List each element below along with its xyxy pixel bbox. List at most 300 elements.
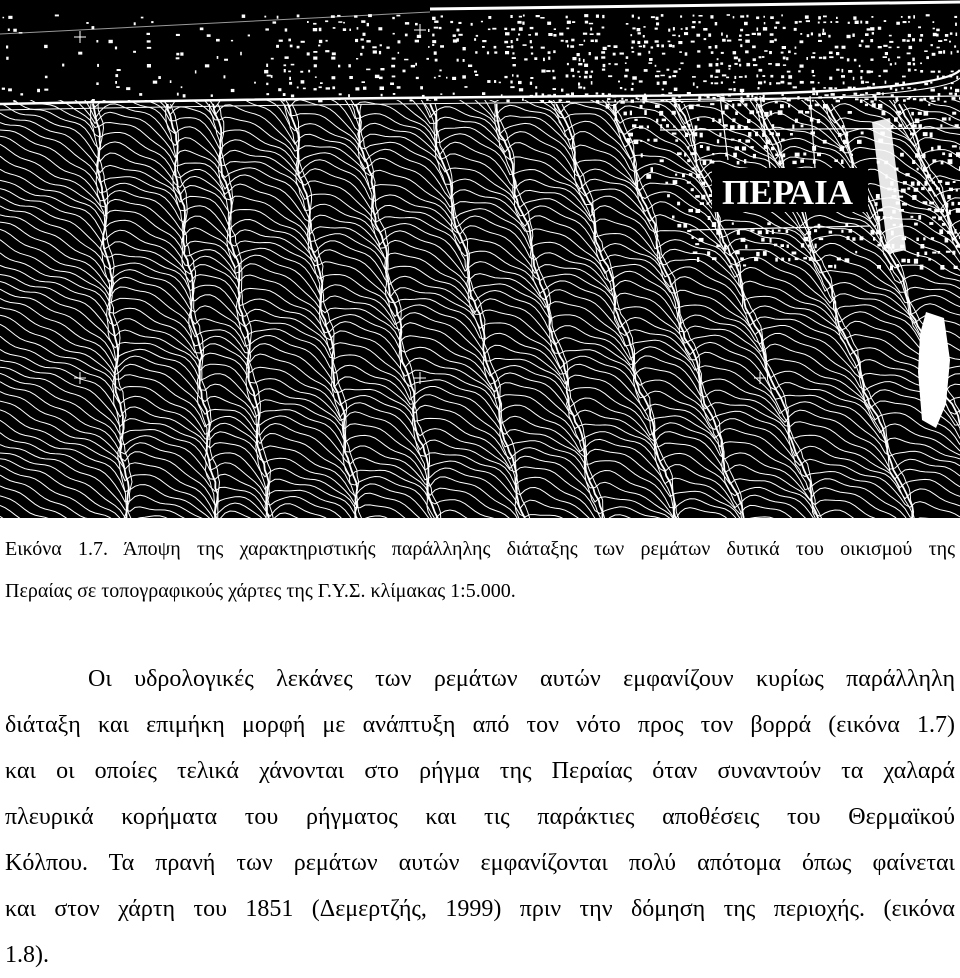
building-block: [788, 82, 792, 84]
building-block: [440, 93, 442, 95]
building-block: [712, 222, 716, 227]
building-block: [290, 45, 293, 48]
building-block: [776, 133, 780, 137]
building-block: [541, 70, 545, 73]
building-block: [663, 81, 667, 85]
building-block: [945, 203, 949, 208]
building-block: [687, 159, 690, 162]
building-block: [519, 88, 523, 91]
building-block: [889, 41, 893, 43]
building-block: [926, 56, 929, 59]
building-block: [901, 16, 903, 18]
building-block: [319, 86, 322, 88]
building-block: [703, 28, 707, 31]
building-block: [818, 34, 821, 37]
building-block: [873, 83, 875, 86]
building-block: [924, 252, 927, 256]
building-block: [577, 71, 579, 73]
building-block: [583, 87, 585, 90]
building-block: [631, 47, 633, 49]
building-block: [426, 99, 429, 101]
building-block: [583, 33, 587, 35]
building-block: [644, 69, 648, 72]
building-block: [930, 82, 932, 84]
building-block: [313, 51, 317, 53]
building-block: [668, 29, 670, 32]
building-block: [579, 58, 581, 62]
building-block: [745, 140, 750, 143]
building-block: [608, 75, 612, 77]
building-block: [657, 82, 660, 85]
building-block: [291, 95, 294, 98]
building-block: [438, 75, 440, 77]
building-block: [745, 75, 747, 78]
building-block: [207, 34, 211, 37]
building-block: [955, 89, 959, 92]
building-block: [672, 75, 676, 77]
building-block: [242, 15, 246, 18]
building-block: [716, 63, 719, 66]
building-block: [637, 41, 640, 44]
building-block: [320, 82, 323, 84]
building-block: [770, 132, 774, 135]
building-block: [78, 52, 82, 55]
building-block: [842, 125, 844, 128]
building-block: [739, 64, 741, 67]
building-block: [852, 34, 854, 37]
building-block: [606, 104, 609, 109]
building-block: [674, 88, 678, 91]
building-block: [276, 45, 279, 48]
building-block: [224, 75, 226, 78]
building-block: [952, 238, 955, 241]
building-block: [266, 64, 268, 67]
building-block: [916, 238, 919, 242]
building-block: [643, 35, 645, 38]
paragraph-line: διάταξη και επιμήκη μορφή με ανάπτυξη από τον νότο προς τον βορρά (εικόνα 1.7): [5, 712, 955, 738]
building-block: [432, 40, 436, 43]
building-block: [510, 15, 512, 18]
building-block: [950, 87, 952, 90]
building-block: [938, 180, 942, 183]
building-block: [852, 237, 855, 241]
building-block: [783, 27, 786, 29]
building-block: [955, 23, 957, 26]
building-block: [932, 252, 936, 254]
building-block: [746, 15, 748, 18]
building-block: [307, 52, 310, 55]
building-block: [942, 152, 945, 155]
building-block: [837, 257, 841, 260]
building-block: [710, 75, 713, 78]
building-block: [638, 32, 641, 34]
building-block: [949, 117, 951, 120]
building-block: [938, 71, 941, 73]
building-block: [535, 86, 537, 89]
building-block: [548, 33, 552, 36]
building-block: [927, 174, 931, 178]
building-block: [285, 28, 288, 31]
building-block: [403, 70, 406, 73]
building-block: [283, 93, 286, 96]
building-block: [457, 59, 459, 62]
building-block: [134, 22, 136, 25]
building-block: [267, 75, 271, 77]
building-block: [644, 110, 647, 115]
building-block: [696, 86, 698, 88]
building-block: [685, 52, 688, 55]
building-block: [745, 245, 747, 249]
caption-line: Περαίας σε τοπογραφικούς χάρτες της Γ.Υ.Σ. κλίμακας 1:5.000.: [5, 580, 516, 602]
building-block: [923, 98, 926, 101]
building-block: [756, 111, 759, 114]
building-block: [770, 238, 772, 243]
building-block: [518, 81, 522, 84]
building-block: [733, 81, 735, 83]
building-block: [859, 65, 861, 67]
building-block: [795, 119, 798, 123]
building-block: [772, 124, 775, 128]
building-block: [712, 118, 714, 122]
building-block: [632, 27, 635, 29]
building-block: [836, 100, 840, 103]
building-block: [638, 53, 642, 56]
building-block: [452, 77, 456, 80]
building-block: [687, 146, 689, 149]
building-block: [624, 112, 627, 116]
building-block: [692, 26, 696, 28]
building-block: [803, 153, 806, 156]
building-block: [589, 52, 591, 55]
building-block: [781, 258, 784, 262]
building-block: [475, 51, 477, 54]
building-block: [701, 182, 705, 185]
building-block: [855, 98, 859, 100]
paragraph-line: και οι οποίες τελικά χάνονται στο ρήγμα της Περαίας όταν συναντούν τα χαλαρά: [5, 758, 955, 784]
building-block: [756, 17, 759, 20]
building-block: [654, 139, 658, 142]
building-block: [937, 146, 940, 151]
building-block: [398, 52, 400, 54]
building-block: [875, 216, 880, 220]
building-block: [426, 58, 429, 60]
building-block: [620, 53, 624, 55]
building-block: [732, 104, 734, 108]
building-block: [554, 28, 556, 30]
building-block: [646, 174, 651, 179]
building-block: [841, 230, 843, 233]
building-block: [843, 140, 847, 144]
building-block: [703, 80, 707, 82]
building-block: [579, 76, 581, 78]
building-block: [952, 112, 956, 115]
building-block: [749, 110, 754, 114]
building-block: [608, 63, 610, 65]
building-block: [888, 58, 890, 61]
building-block: [756, 252, 759, 257]
building-block: [391, 65, 395, 68]
building-block: [590, 28, 592, 31]
building-block: [585, 93, 589, 95]
building-block: [8, 16, 12, 19]
building-block: [902, 39, 905, 42]
building-block: [614, 45, 618, 48]
building-block: [697, 257, 699, 262]
building-block: [811, 56, 815, 58]
building-block: [936, 188, 940, 190]
building-block: [812, 88, 815, 91]
building-block: [704, 38, 707, 40]
building-block: [535, 33, 538, 36]
building-block: [116, 86, 120, 88]
building-block: [944, 101, 947, 103]
building-block: [271, 58, 274, 60]
building-block: [914, 259, 918, 264]
building-block: [732, 222, 734, 224]
building-block: [666, 124, 669, 127]
building-block: [716, 69, 721, 72]
building-block: [836, 69, 839, 71]
building-block: [733, 153, 737, 158]
building-block: [366, 69, 370, 71]
building-block: [8, 88, 12, 91]
building-block: [380, 68, 384, 70]
building-block: [386, 47, 389, 49]
building-block: [390, 83, 394, 86]
building-block: [685, 27, 687, 30]
building-block: [771, 147, 775, 150]
building-block: [656, 22, 659, 25]
building-block: [763, 16, 765, 18]
building-block: [801, 243, 804, 247]
building-block: [434, 27, 438, 29]
building-block: [753, 58, 756, 61]
building-block: [952, 251, 955, 255]
building-block: [458, 22, 461, 24]
building-block: [578, 83, 580, 86]
building-block: [673, 70, 677, 72]
building-block: [736, 264, 739, 266]
building-block: [762, 56, 764, 58]
building-block: [655, 40, 659, 42]
building-block: [885, 52, 888, 55]
building-block: [879, 75, 881, 77]
building-block: [729, 89, 733, 91]
building-block: [727, 14, 730, 16]
building-block: [775, 63, 780, 66]
building-block: [434, 51, 437, 54]
building-block: [689, 105, 694, 110]
building-block: [618, 81, 620, 83]
building-block: [211, 94, 213, 97]
building-block: [475, 74, 478, 76]
building-block: [693, 251, 698, 254]
building-block: [648, 51, 650, 54]
building-block: [625, 62, 627, 64]
building-block: [912, 58, 915, 62]
building-block: [499, 82, 501, 84]
building-block: [357, 27, 359, 30]
building-block: [786, 57, 788, 60]
building-block: [487, 51, 489, 54]
building-block: [867, 28, 870, 30]
building-block: [877, 244, 881, 247]
building-block: [200, 28, 204, 31]
building-block: [747, 119, 750, 123]
building-block: [379, 51, 381, 54]
building-block: [762, 133, 765, 137]
building-block: [360, 53, 362, 56]
building-block: [897, 264, 899, 268]
building-block: [300, 71, 303, 73]
building-block: [44, 45, 48, 48]
building-block: [911, 216, 914, 218]
building-block: [585, 71, 588, 74]
building-block: [711, 82, 713, 84]
building-block: [715, 76, 719, 78]
building-block: [688, 209, 693, 212]
building-block: [288, 71, 291, 73]
building-block: [949, 153, 952, 157]
building-block: [45, 76, 48, 79]
building-block: [373, 50, 377, 53]
building-block: [932, 181, 935, 183]
building-block: [601, 56, 605, 58]
building-block: [504, 76, 507, 78]
building-block: [672, 45, 674, 48]
building-block: [830, 21, 832, 23]
building-block: [840, 57, 844, 59]
building-block: [177, 93, 179, 96]
building-block: [284, 69, 286, 72]
building-block: [392, 17, 395, 19]
building-block: [356, 58, 358, 60]
building-block: [415, 63, 417, 66]
building-block: [628, 133, 633, 137]
building-block: [62, 64, 64, 67]
building-block: [840, 146, 845, 151]
building-block: [343, 28, 346, 31]
building-block: [695, 195, 700, 198]
building-block: [871, 71, 874, 73]
building-block: [940, 265, 944, 270]
building-block: [836, 17, 838, 19]
building-block: [434, 21, 438, 23]
building-block: [873, 237, 875, 241]
building-block: [517, 21, 521, 24]
building-block: [264, 16, 266, 18]
building-block: [768, 63, 772, 65]
building-block: [415, 23, 418, 26]
building-block: [362, 46, 365, 49]
building-block: [787, 245, 789, 248]
building-block: [818, 40, 822, 42]
building-block: [583, 59, 585, 62]
building-block: [205, 64, 209, 67]
building-block: [811, 32, 813, 35]
building-block: [942, 223, 946, 226]
building-block: [815, 244, 817, 249]
building-block: [528, 34, 531, 36]
building-block: [553, 77, 556, 80]
building-block: [640, 105, 643, 109]
building-block: [872, 32, 874, 35]
building-block: [492, 28, 496, 30]
building-block: [801, 125, 804, 128]
building-block: [510, 81, 512, 84]
building-block: [518, 34, 520, 36]
building-block: [738, 125, 741, 129]
building-block: [954, 45, 956, 47]
building-block: [781, 244, 785, 247]
building-block: [731, 139, 735, 141]
building-block: [348, 94, 350, 97]
building-block: [464, 86, 467, 88]
building-block: [739, 76, 743, 78]
building-block: [416, 77, 419, 79]
building-block: [950, 32, 953, 34]
building-block: [847, 58, 850, 61]
building-block: [688, 124, 691, 127]
building-block: [945, 34, 948, 37]
building-block: [297, 46, 300, 49]
building-block: [44, 89, 48, 91]
building-block: [923, 132, 928, 136]
building-block: [398, 40, 401, 43]
building-block: [271, 75, 273, 78]
building-block: [947, 195, 951, 199]
building-block: [834, 87, 837, 89]
building-block: [823, 16, 827, 18]
building-block: [782, 46, 786, 49]
building-block: [512, 74, 514, 76]
building-block: [794, 28, 797, 31]
building-block: [901, 87, 903, 89]
building-block: [753, 64, 757, 66]
building-block: [769, 51, 772, 54]
building-block: [846, 131, 849, 136]
building-block: [770, 75, 773, 78]
building-block: [596, 92, 599, 94]
building-block: [949, 188, 953, 191]
building-block: [939, 229, 943, 234]
building-block: [614, 63, 617, 65]
building-block: [453, 34, 456, 37]
building-block: [907, 53, 911, 55]
building-block: [754, 257, 758, 261]
building-block: [956, 33, 958, 37]
building-block: [147, 33, 151, 35]
building-block: [913, 15, 915, 18]
building-block: [761, 97, 764, 102]
building-block: [368, 14, 372, 17]
building-block: [915, 119, 920, 124]
building-block: [800, 159, 804, 163]
building-block: [829, 77, 832, 80]
building-block: [675, 103, 678, 107]
building-block: [392, 76, 396, 78]
building-block: [918, 215, 921, 220]
building-block: [810, 81, 814, 83]
building-block: [566, 74, 569, 77]
building-block: [835, 46, 839, 49]
building-block: [933, 28, 935, 30]
building-block: [534, 57, 537, 60]
building-block: [732, 118, 735, 122]
building-block: [396, 15, 400, 17]
building-block: [297, 15, 300, 18]
building-block: [697, 118, 699, 121]
